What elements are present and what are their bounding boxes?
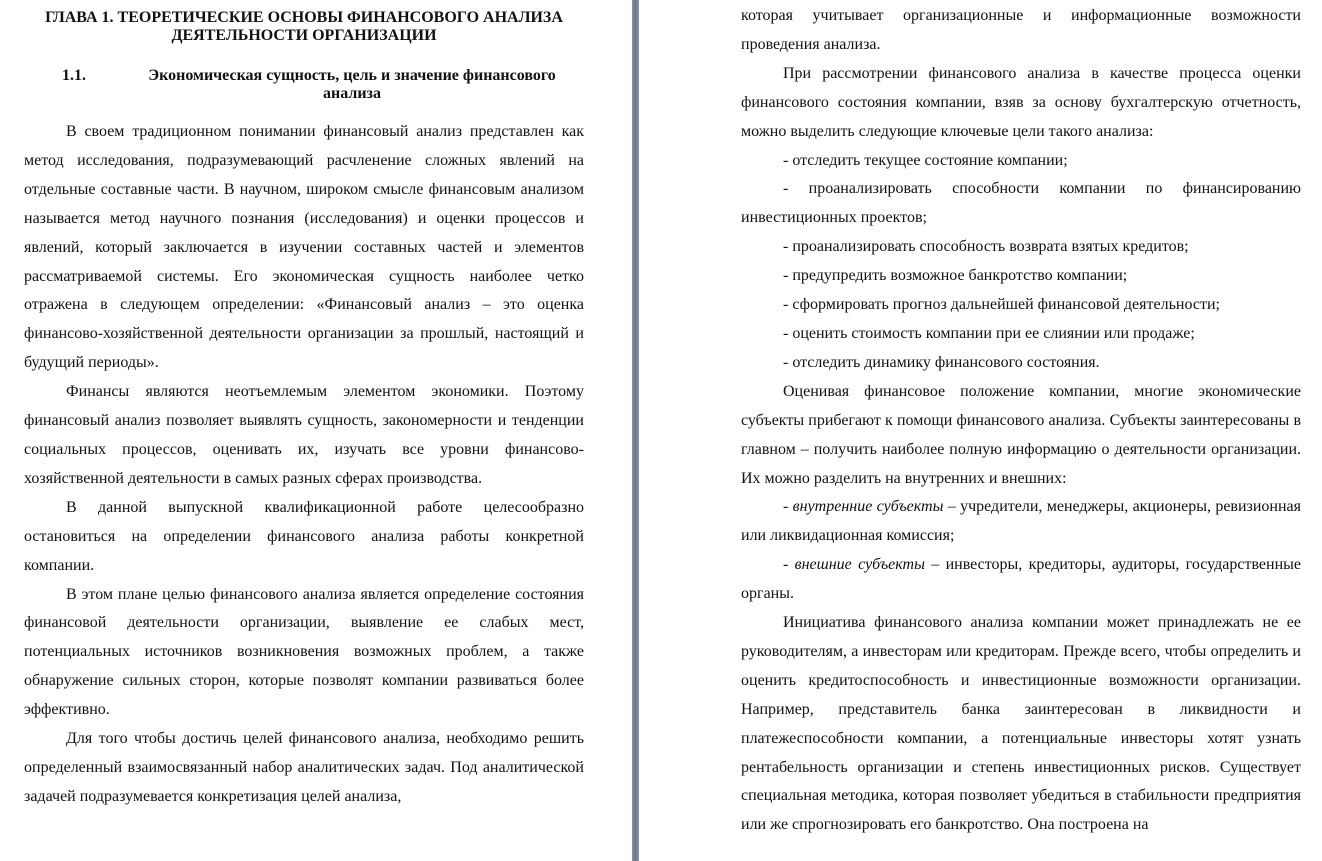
paragraph: Для того чтобы достичь целей финансового анализа, необходимо решить определенный взаимосвязанный набор аналитических задач. Под аналитической задачей подразумевается конкретизация целей анализа, <box>24 730 584 805</box>
list-dash: - <box>783 498 789 516</box>
list-item: - отследить текущее состояние компании; <box>783 151 1068 169</box>
paragraph: В своем традиционном понимании финансовый анализ представлен как метод исследования, подразумевающий расчленение сложных явлений на отдельные составные части. В научном, широком смысле финансовым анализом называется метод научного познания (исследования) и оценки процессов и явлений, который заключается в изучении составных частей и элементов рассматриваемой системы. Его экономическая сущность наиболее четко отражена в следующем определении: «Финансовый анализ – это оценка финансово-хозяйственной деятельности организации за прошлый, настоящий и будущий периоды». <box>24 123 584 372</box>
section-number: 1.1. <box>62 67 86 84</box>
paragraph-continuation: которая учитывает организационные и информационные возможности проведения анализа. <box>741 7 1301 53</box>
page-right-text-column <box>741 0 1301 840</box>
paragraph: Инициатива финансового анализа компании может принадлежать не ее руководителям, а инвесторам или кредиторам. Прежде всего, чтобы определить и оценить кредитоспособность и инвестиционные возможности организации. Например, представитель банка заинтересован в ликвидности и платежеспособности компании, а потенциальные инвесторы хотят узнать рентабельность организации и степень инвестиционных рисков. Существует специальная методика, которая позволяет убедиться в стабильности предприятия или же спрогнозировать его банкротство. Она построена на <box>741 614 1301 834</box>
external-subjects-term: внешние субъекты <box>794 556 925 574</box>
paragraph: В данной выпускной квалификационной работе целесообразно остановиться на определении финансового анализа работы конкретной компании. <box>24 498 584 574</box>
page-gutter-divider <box>632 0 639 861</box>
list-item: - отследить динамику финансового состояния. <box>783 353 1100 371</box>
section-heading <box>24 67 584 103</box>
list-item-external-subjects <box>741 551 1301 609</box>
page-left-text-column <box>24 0 584 812</box>
section-title: Экономическая сущность, цель и значение финансового анализа <box>148 67 556 102</box>
list-item: - предупредить возможное банкротство компании; <box>783 267 1128 285</box>
internal-subjects-text: – учредители, менеджеры, акционеры, ревизионная или ликвидационная комиссия; <box>741 498 1302 545</box>
chapter-title: ГЛАВА 1. ТЕОРЕТИЧЕСКИЕ ОСНОВЫ ФИНАНСОВОГО АНАЛИЗА ДЕЯТЕЛЬНОСТИ ОРГАНИЗАЦИИ <box>45 9 563 44</box>
list-item: - проанализировать способность возврата взятых кредитов; <box>783 238 1189 256</box>
list-item: - оценить стоимость компании при ее слиянии или продаже; <box>783 324 1195 342</box>
list-item: - проанализировать способности компании по финансированию инвестиционных проектов; <box>741 180 1301 227</box>
list-item-internal-subjects <box>741 493 1301 551</box>
paragraph: При рассмотрении финансового анализа в качестве процесса оценки финансового состояния компании, взяв за основу бухгалтерскую отчетность, можно выделить следующие ключевые цели такого анализа: <box>741 64 1301 140</box>
external-subjects-text: – инвесторы, кредиторы, аудиторы, государственные органы. <box>741 556 1301 603</box>
paragraph: В этом плане целью финансового анализа является определение состояния финансовой деятельности организации, выявление ее слабых мест, потенциальных источников возникновения возможных проблем, а также обнаружение сильных сторон, которые позволят компании развиваться более эффективно. <box>24 585 584 719</box>
document-page-left <box>0 0 632 861</box>
paragraph: Оценивая финансовое положение компании, многие экономические субъекты прибегают к помощи финансового анализа. Субъекты заинтересованы в главном – получить наиболее полную информацию о деятельности организации. Их можно разделить на внутренних и внешних: <box>741 382 1301 487</box>
internal-subjects-term: внутренние субъекты <box>792 498 944 516</box>
list-dash: - <box>783 556 789 574</box>
document-page-right <box>639 0 1322 861</box>
paragraph: Финансы являются неотъемлемым элементом экономики. Поэтому финансовый анализ позволяет выявлять сущность, закономерности и тенденции социальных процессов, оценивать их, изучать все уровни финансово-хозяйственной деятельности в самых разных сферах производства. <box>24 383 584 487</box>
left-body <box>24 118 584 812</box>
right-body <box>741 2 1301 840</box>
list-item: - сформировать прогноз дальнейшей финансовой деятельности; <box>783 296 1220 314</box>
